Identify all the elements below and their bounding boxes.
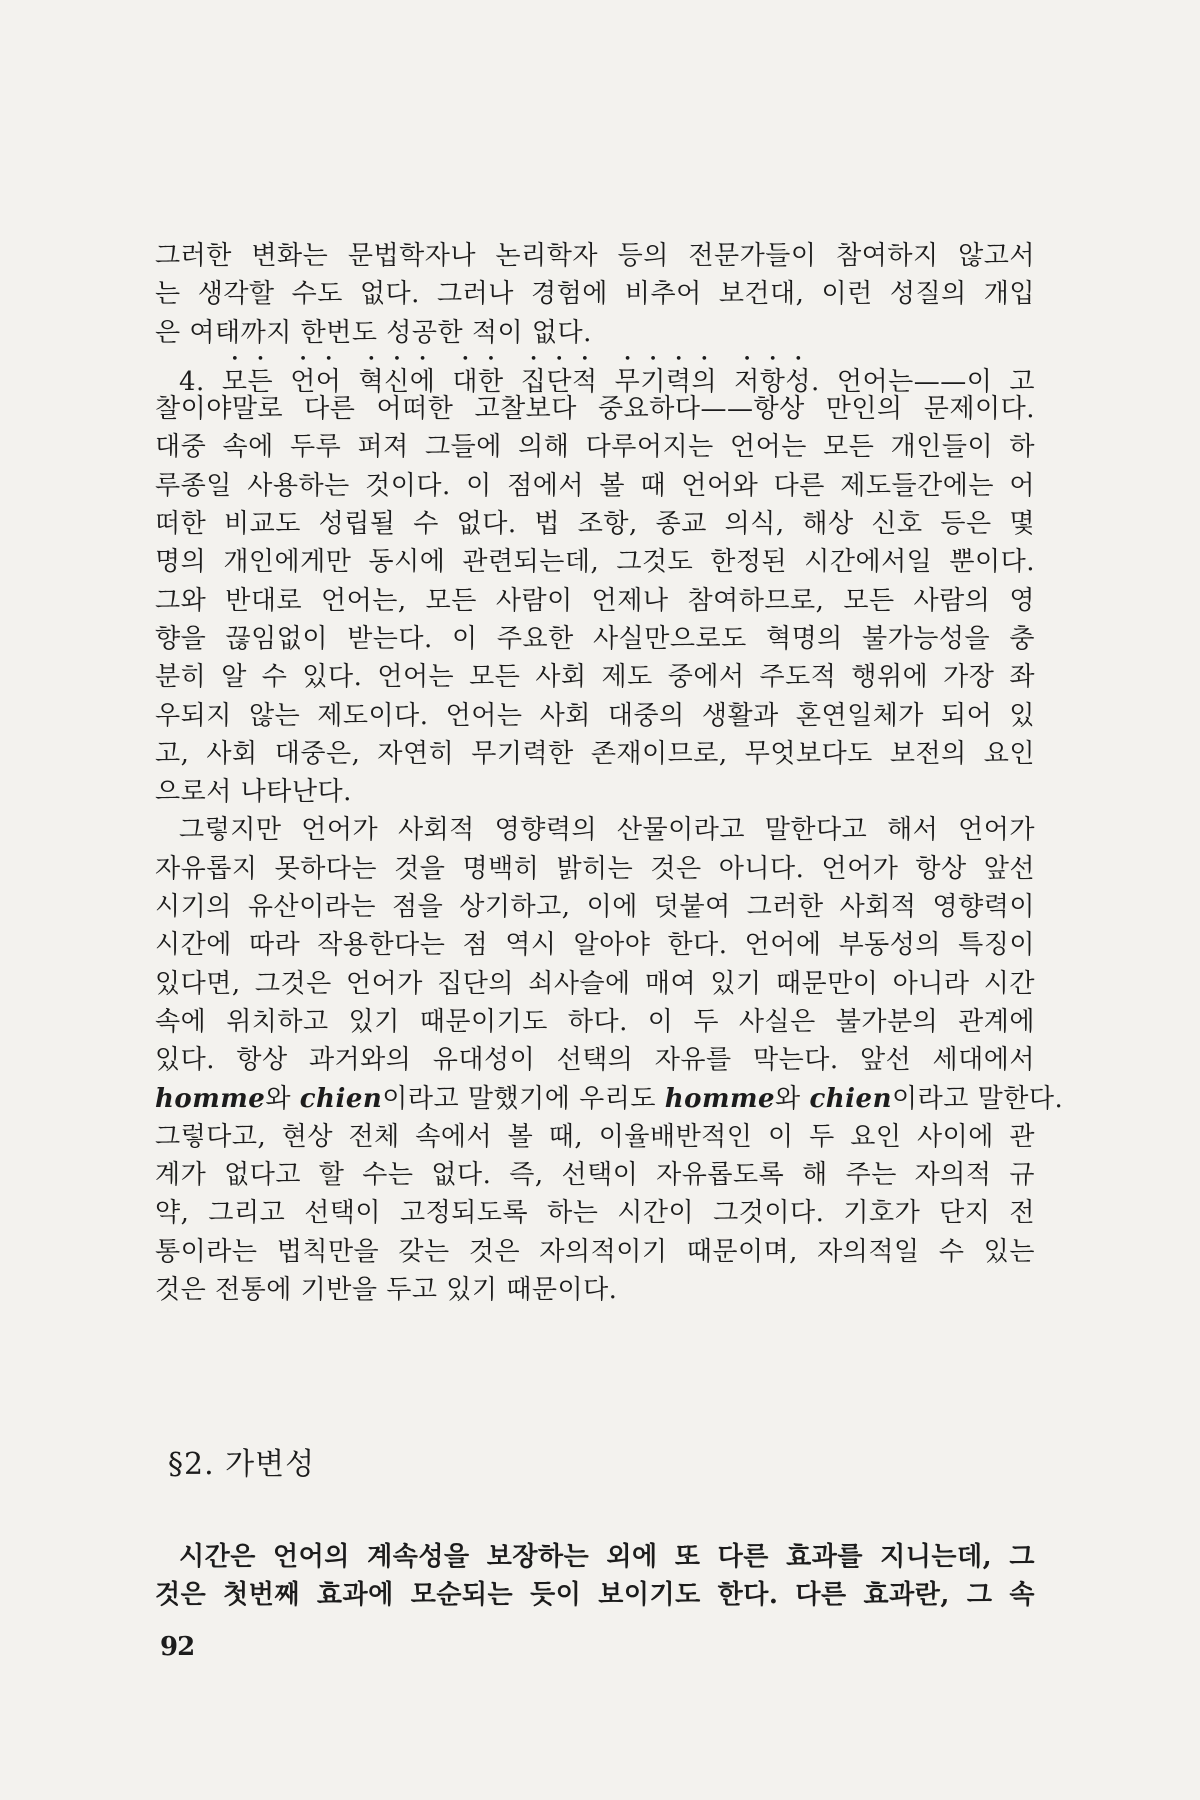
foreign-word-chien: chien — [809, 1083, 892, 1114]
text-line: 명의 개인에게만 동시에 관련되는데, 그것도 한정된 시간에서일 뿐이다. — [155, 547, 1035, 578]
body-text-section-1 — [155, 237, 1064, 1309]
text-line: 것은 첫번째 효과에 모순되는 듯이 보이기도 한다. 다른 효과란, 그 속 — [155, 1580, 1035, 1611]
text-line: 분히 알 수 있다. 언어는 모든 사회 제도 중에서 주도적 행위에 가장 좌 — [155, 662, 1035, 693]
text-line: 루종일 사용하는 것이다. 이 점에서 볼 때 언어와 다른 제도들간에는 어 — [155, 470, 1035, 501]
text-line: 있다면, 그것은 언어가 집단의 쇠사슬에 매여 있기 때문만이 아니라 시간 — [155, 968, 1035, 999]
foreign-word-homme: homme — [155, 1083, 266, 1114]
text-line: 그렇지만 언어가 사회적 영향력의 산물이라고 말한다고 해서 언어가 — [179, 815, 1035, 846]
text-fragment: 와 — [265, 1083, 300, 1114]
text-line: 계가 없다고 할 수는 없다. 즉, 선택이 자유롭도록 해 주는 자의적 규 — [155, 1160, 1035, 1191]
text-line: 것은 전통에 기반을 두고 있기 때문이다. — [155, 1275, 618, 1306]
text-line: 는 생각할 수도 없다. 그러나 경험에 비추어 보건대, 이런 성질의 개입 — [155, 279, 1035, 310]
text-line: 약, 그리고 선택이 고정되도록 하는 시간이 그것이다. 기호가 단지 전 — [155, 1198, 1035, 1229]
text-line: 시기의 유산이라는 점을 상기하고, 이에 덧붙여 그러한 사회적 영향력이 — [155, 892, 1035, 923]
text-line: 있다. 항상 과거와의 유대성이 선택의 자유를 막는다. 앞선 세대에서 — [155, 1045, 1035, 1076]
foreign-word-homme: homme — [664, 1083, 776, 1114]
page-number: 92 — [160, 1632, 195, 1662]
text-fragment: 와 — [775, 1083, 810, 1114]
point-4-number: 4. — [179, 366, 222, 397]
text-line: 고, 사회 대중은, 자연히 무기력한 존재이므로, 무엇보다도 보전의 요인 — [155, 738, 1035, 769]
text-line: 시간에 따라 작용한다는 점 역시 알아야 한다. 언어에 부동성의 특징이 — [155, 930, 1035, 961]
text-fragment: 이라고 말한다. — [892, 1083, 1064, 1114]
text-line: 시간은 언어의 계속성을 보장하는 외에 또 다른 효과를 지니는데, 그 — [179, 1542, 1035, 1572]
body-text-section-2 — [155, 1538, 1035, 1615]
text-line: 으로서 나타난다. — [155, 777, 352, 808]
text-line: 통이라는 법칙만을 갖는 것은 자의적이기 때문이며, 자의적일 수 있는 — [155, 1236, 1035, 1267]
text-fragment: 이라고 말했기에 우리도 — [382, 1083, 665, 1114]
text-line: 대중 속에 두루 퍼져 그들에 의해 다루어지는 언어는 모든 개인들이 하 — [155, 432, 1035, 463]
foreign-word-chien: chien — [299, 1083, 383, 1114]
text-line: 우되지 않는 제도이다. 언어는 사회 대중의 생활과 혼연일체가 되어 있 — [155, 700, 1035, 731]
text-line: 찰이야말로 다른 어떠한 고찰보다 중요하다——항상 만인의 문제이다. — [155, 394, 1035, 425]
text-line: 속에 위치하고 있기 때문이기도 하다. 이 두 사실은 불가분의 관계에 — [155, 1006, 1035, 1037]
text-line: 떠한 비교도 성립될 수 없다. 법 조항, 종교 의식, 해상 신호 등은 몇 — [155, 509, 1035, 540]
text-line: 향을 끊임없이 받는다. 이 주요한 사실만으로도 혁명의 불가능성을 충 — [155, 623, 1035, 654]
text-line-homme-chien — [155, 1080, 1064, 1118]
section-heading: §2. 가변성 — [168, 1447, 316, 1482]
text-line: 그와 반대로 언어는, 모든 사람이 언제나 참여하므로, 모든 사람의 영 — [155, 585, 1035, 616]
text-line: 그러한 변화는 문법학자나 논리학자 등의 전문가들이 참여하지 않고서 — [155, 241, 1035, 271]
text-line: 그렇다고, 현상 전체 속에서 볼 때, 이율배반적인 이 두 요인 사이에 관 — [155, 1121, 1035, 1152]
text-line: 은 여태까지 한번도 성공한 적이 없다. — [155, 317, 592, 348]
text-line-point-4 — [155, 352, 1036, 397]
point-4-heading: 모든 언어 혁신에 대한 집단적 무기력의 저항성 — [221, 366, 812, 397]
text-line: 자유롭지 못하다는 것을 명백히 밝히는 것은 아니다. 언어가 항상 앞선 — [155, 853, 1035, 884]
point-4-continuation: . 언어는——이 고 — [811, 366, 1036, 397]
